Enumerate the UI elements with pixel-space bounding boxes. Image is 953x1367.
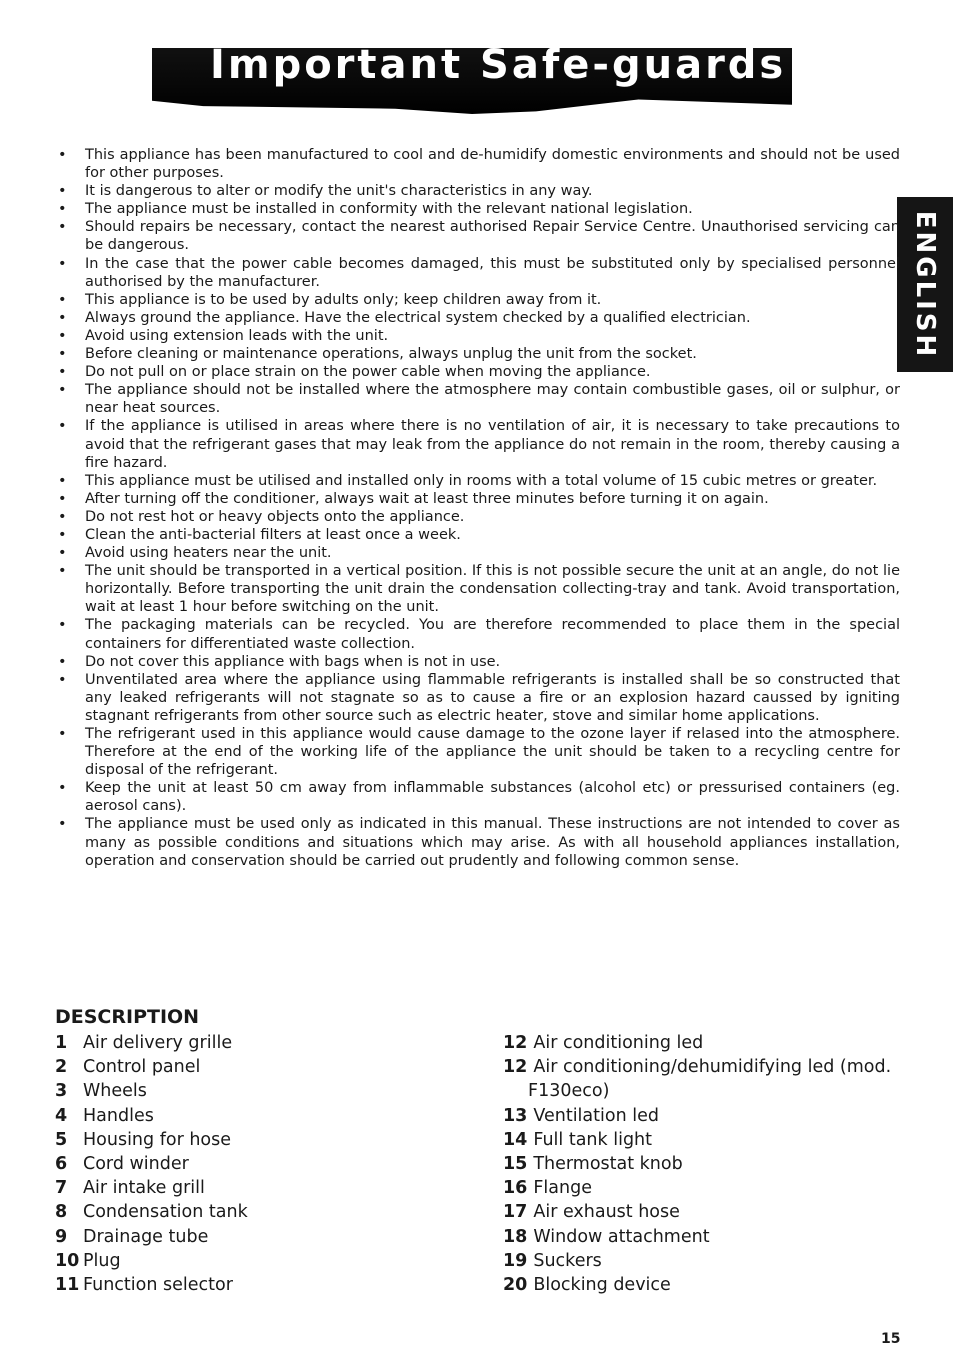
item-label: Ventilation led	[533, 1105, 659, 1126]
description-item	[55, 1176, 355, 1200]
description-item	[55, 1273, 355, 1297]
item-number: 2	[55, 1057, 68, 1078]
description-item	[503, 1176, 903, 1200]
item-number: 17	[503, 1202, 528, 1223]
safeguard-item: • Avoid using heaters near the unit.	[56, 544, 900, 562]
safeguard-item: • This appliance must be utilised and installed only in rooms with a total volume of 15 cubic metres or greater.	[56, 472, 900, 490]
description-item	[55, 1200, 355, 1224]
safeguard-item: • Before cleaning or maintenance operations, always unplug the unit from the socket.	[56, 345, 900, 363]
safeguard-item: • Always ground the appliance. Have the electrical system checked by a qualified electrician.	[56, 309, 900, 327]
description-item	[55, 1104, 355, 1128]
safeguard-item: • Keep the unit at least 50 cm away from inflammable substances (alcohol etc) or pressurised containers (eg. aerosol cans).	[56, 779, 900, 815]
safeguard-item: • Clean the anti-bacterial filters at least once a week.	[56, 526, 900, 544]
item-label-continued: F130eco)	[528, 1081, 610, 1102]
item-label: Suckers	[533, 1250, 602, 1271]
description-item	[503, 1152, 903, 1176]
item-label: Handles	[83, 1105, 154, 1126]
description-item	[503, 1031, 903, 1055]
description-item	[55, 1128, 355, 1152]
page-title: Important Safe-guards	[210, 42, 787, 88]
safeguard-item: • Do not cover this appliance with bags when is not in use.	[56, 653, 900, 671]
safeguard-item: • The packaging materials can be recycled. You are therefore recommended to place them in the special containers for differentiated waste collection.	[56, 616, 900, 652]
item-label: Window attachment	[533, 1226, 710, 1247]
safeguard-item: • This appliance has been manufactured to cool and de-humidify domestic environments and should not be used for other purposes.	[56, 146, 900, 182]
item-label: Plug	[83, 1250, 121, 1271]
safeguard-item: • Unventilated area where the appliance using flammable refrigerants is installed shall be so constructed that any leaked refrigerants will not stagnate so as to cause a fire or an explosion hazard caussed by igniting stagnant refrigerants from other source such as electric heater, stove and similar home applications.	[56, 671, 900, 725]
item-label: Air conditioning/dehumidifying led (mod.	[533, 1057, 892, 1078]
description-item	[503, 1200, 903, 1224]
item-number: 20	[503, 1275, 528, 1296]
safeguard-item: • The appliance must be used only as indicated in this manual. These instructions are not intended to cover as many as possible conditions and situations which may arise. As with all household appliances installation, operation and conservation should be carried out prudently and following common sense.	[56, 815, 900, 869]
safeguard-item: • The appliance should not be installed where the atmosphere may contain combustible gases, oil or sulphur, or near heat sources.	[56, 381, 900, 417]
safeguard-item: • It is dangerous to alter or modify the unit's characteristics in any way.	[56, 182, 900, 200]
language-tab	[897, 197, 953, 372]
description-item	[503, 1055, 903, 1103]
safeguard-item: • The unit should be transported in a vertical position. If this is not possible secure the unit at an angle, do not lie horizontally. Before transporting the unit drain the condensation collecting-tray and tank. Avoid transportation, wait at least 1 hour before switching on the unit.	[56, 562, 900, 616]
safeguard-item: • The appliance must be installed in conformity with the relevant national legislation.	[56, 200, 900, 218]
safeguard-item: • Should repairs be necessary, contact the nearest authorised Repair Service Centre. Unauthorised servicing can be dangerous.	[56, 218, 900, 254]
item-number: 5	[55, 1129, 68, 1150]
item-label: Air conditioning led	[533, 1033, 704, 1053]
item-number: 8	[55, 1202, 68, 1223]
safeguard-item: • This appliance is to be used by adults only; keep children away from it.	[56, 291, 900, 309]
item-label: Function selector	[83, 1275, 233, 1296]
item-number: 15	[503, 1154, 528, 1175]
description-item	[55, 1031, 355, 1055]
safeguard-item: • If the appliance is utilised in areas where there is no ventilation of air, it is necessary to take precautions to avoid that the refrigerant gases that may leak from the appliance do not remain in the room, thereby causing a fire hazard.	[56, 417, 900, 471]
item-number: 9	[55, 1226, 68, 1247]
description-list-left	[55, 1031, 355, 1297]
safeguards-list	[56, 146, 900, 870]
item-label: Cord winder	[83, 1154, 189, 1175]
description-item	[503, 1249, 903, 1273]
item-number: 18	[503, 1226, 528, 1247]
language-tab-label: ENGLISH	[910, 210, 940, 359]
item-label: Housing for hose	[83, 1129, 232, 1150]
item-label: Drainage tube	[83, 1226, 209, 1247]
description-item	[55, 1055, 355, 1079]
item-number: 6	[55, 1154, 68, 1175]
item-label: Control panel	[83, 1057, 201, 1078]
safeguard-item: • Do not pull on or place strain on the power cable when moving the appliance.	[56, 363, 900, 381]
item-number: 11	[55, 1275, 80, 1296]
item-label: Air delivery grille	[83, 1033, 233, 1053]
description-list-right	[503, 1031, 903, 1297]
item-number: 12	[503, 1057, 528, 1078]
item-number: 13	[503, 1105, 528, 1126]
item-number: 3	[55, 1081, 68, 1102]
item-label: Air exhaust hose	[533, 1202, 680, 1223]
safeguard-item: • In the case that the power cable becomes damaged, this must be substituted only by specialised personnel authorised by the manufacturer.	[56, 255, 900, 291]
item-label: Full tank light	[533, 1129, 653, 1150]
item-number: 1	[55, 1033, 68, 1053]
description-item	[503, 1104, 903, 1128]
item-number: 19	[503, 1250, 528, 1271]
description-heading: DESCRIPTION	[55, 1006, 200, 1028]
item-number: 7	[55, 1178, 68, 1199]
item-label: Blocking device	[533, 1275, 671, 1296]
item-label: Flange	[533, 1178, 592, 1199]
item-number: 14	[503, 1129, 528, 1150]
safeguard-item: • Do not rest hot or heavy objects onto the appliance.	[56, 508, 900, 526]
page-number: 15	[881, 1331, 901, 1347]
description-item	[55, 1152, 355, 1176]
description-item	[503, 1128, 903, 1152]
description-item	[55, 1249, 355, 1273]
safeguard-item: • Avoid using extension leads with the unit.	[56, 327, 900, 345]
item-label: Thermostat knob	[533, 1154, 683, 1175]
item-number: 10	[55, 1250, 80, 1271]
description-item	[503, 1273, 903, 1297]
item-number: 12	[503, 1033, 528, 1053]
item-label: Wheels	[83, 1081, 147, 1102]
item-label: Air intake grill	[83, 1178, 205, 1199]
safeguard-item: • The refrigerant used in this appliance would cause damage to the ozone layer if relased into the atmosphere. Therefore at the end of the working life of the appliance the unit should be taken to a recycling centre for disposal of the refrigerant.	[56, 725, 900, 779]
description-item	[55, 1079, 355, 1103]
description-item	[503, 1225, 903, 1249]
safeguard-item: • After turning off the conditioner, always wait at least three minutes before turning it on again.	[56, 490, 900, 508]
item-number: 16	[503, 1178, 528, 1199]
item-number: 4	[55, 1105, 68, 1126]
description-item	[55, 1225, 355, 1249]
item-label: Condensation tank	[83, 1202, 248, 1223]
